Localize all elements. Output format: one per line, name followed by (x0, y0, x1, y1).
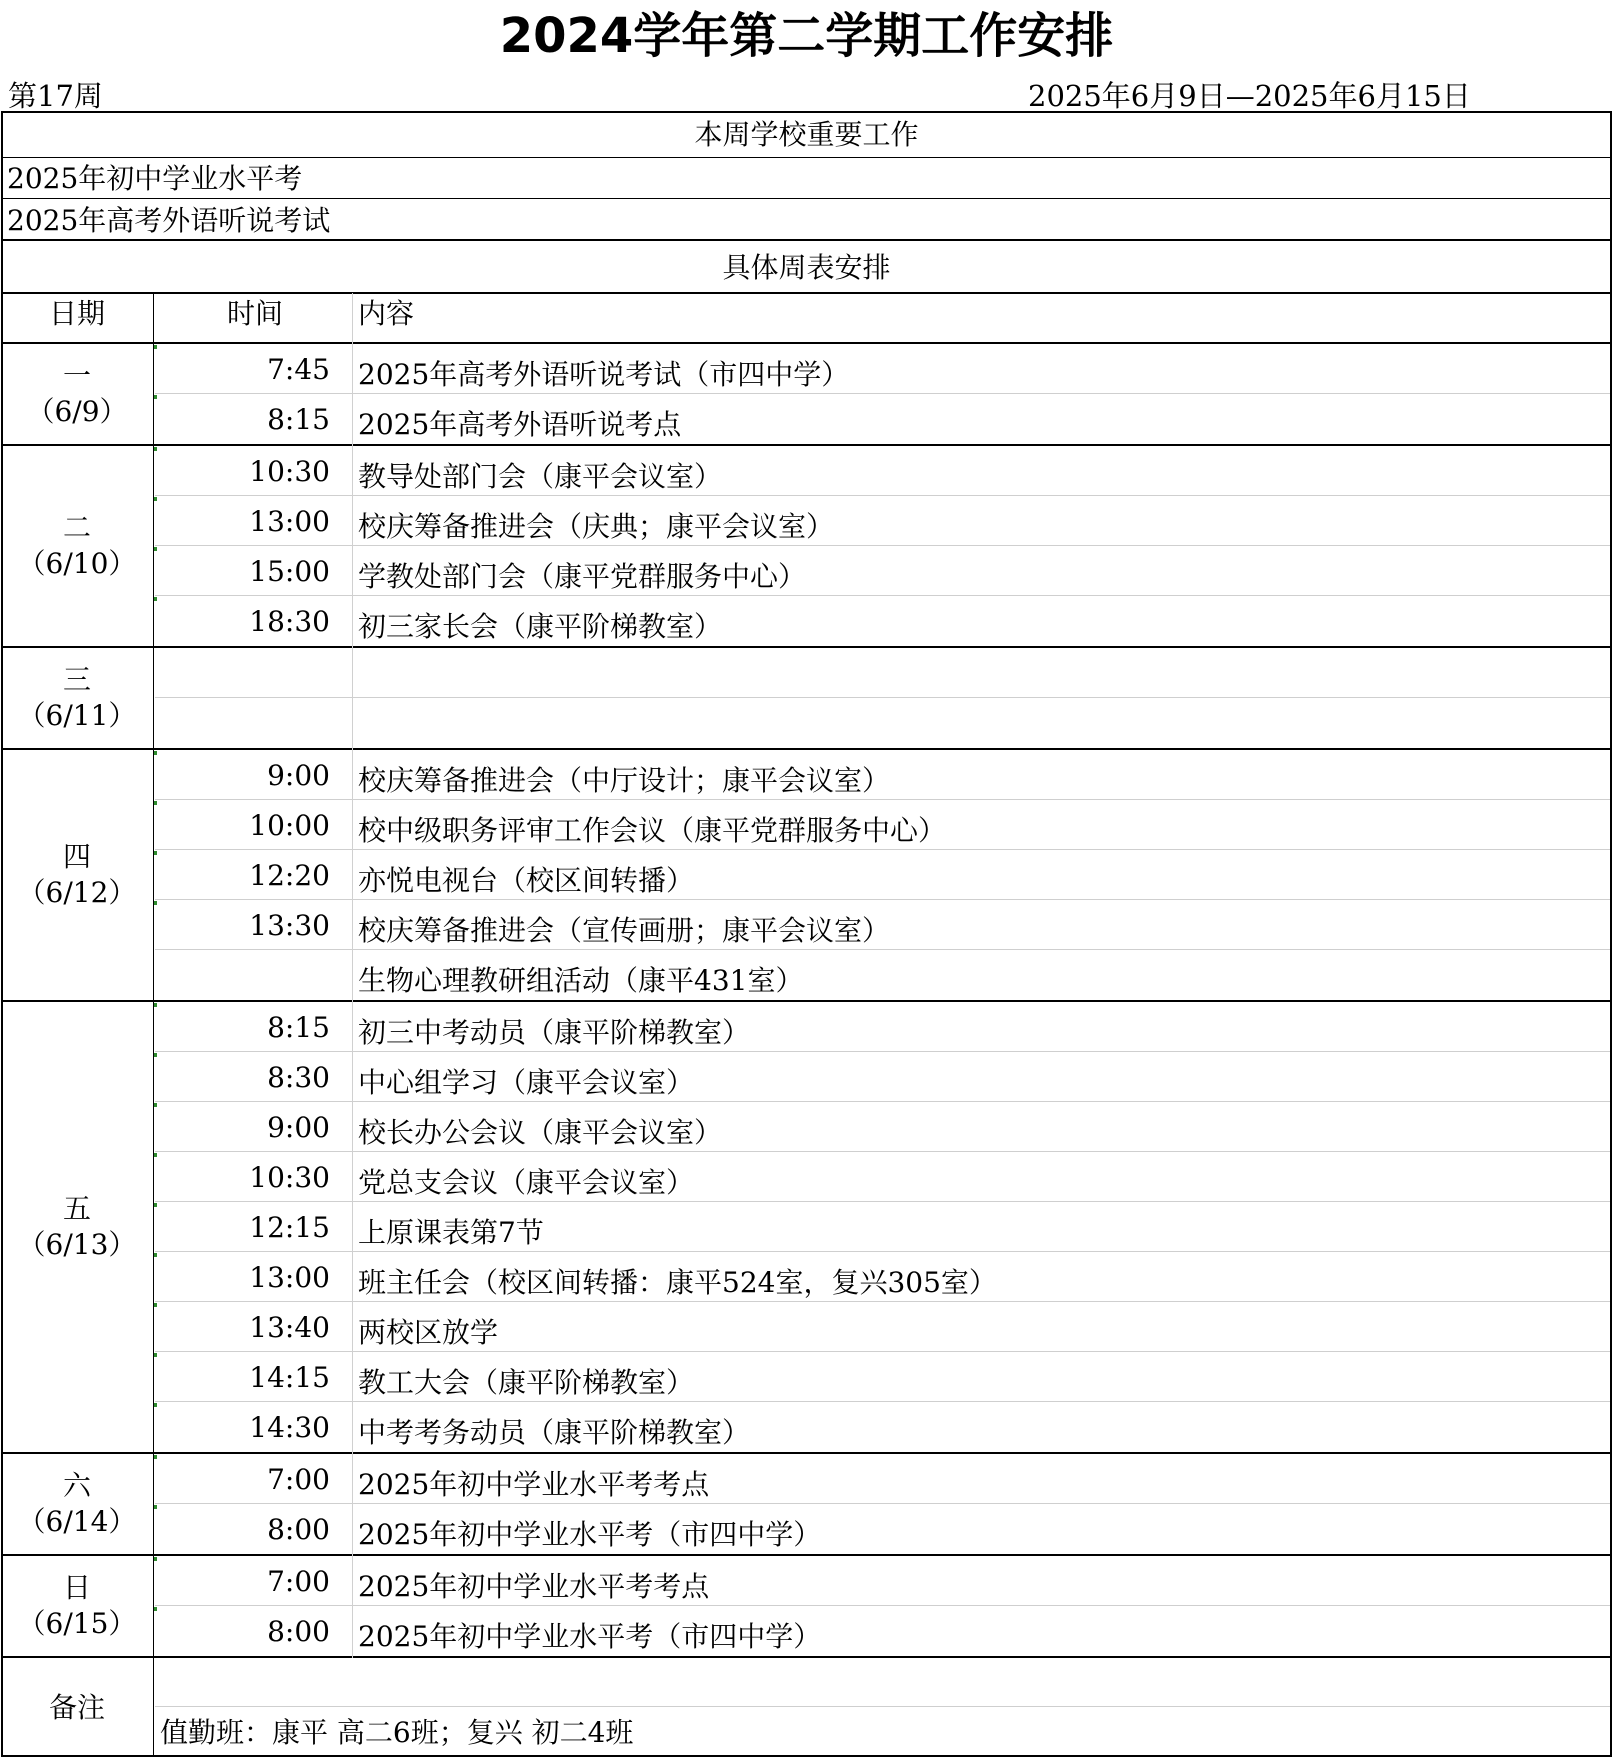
day-name: 一 (62, 359, 91, 392)
row-content: 亦悦电视台（校区间转播） (358, 864, 695, 897)
row-divider (155, 595, 1610, 596)
row-time: 18:30 (249, 605, 330, 638)
important-item: 2025年初中学业水平考 (7, 162, 303, 195)
page-title: 2024学年第二学期工作安排 (499, 8, 1114, 64)
day-date: （6/13） (17, 1228, 137, 1261)
day-divider (1, 1656, 1612, 1658)
day-name: 六 (62, 1469, 91, 1502)
day-name: 二 (62, 511, 91, 544)
row-time: 13:40 (249, 1311, 330, 1344)
row-divider (155, 1301, 1610, 1302)
row-time: 7:45 (267, 353, 330, 386)
row-time: 12:15 (249, 1211, 330, 1244)
day-label (2, 510, 152, 582)
row-divider (155, 849, 1610, 850)
day-date: （6/12） (17, 876, 137, 909)
row-time: 13:00 (249, 505, 330, 538)
day-divider (1, 1554, 1612, 1556)
row-time: 7:00 (267, 1463, 330, 1496)
day-name: 日 (62, 1571, 91, 1604)
row-content: 学教处部门会（康平党群服务中心） (358, 560, 807, 593)
row-time: 14:30 (249, 1411, 330, 1444)
row-divider (155, 1051, 1610, 1052)
row-time: 14:15 (249, 1361, 330, 1394)
row-divider (155, 949, 1610, 950)
day-date: （6/9） (26, 395, 128, 428)
day-date: （6/10） (17, 547, 137, 580)
row-content: 初三家长会（康平阶梯教室） (358, 610, 723, 643)
row-time: 8:30 (267, 1061, 330, 1094)
row-divider (155, 1201, 1610, 1202)
day-label (2, 1468, 152, 1540)
row-content: 生物心理教研组活动（康平431室） (358, 964, 804, 997)
row-time: 7:00 (267, 1565, 330, 1598)
date-range: 2025年6月9日—2025年6月15日 (1028, 79, 1471, 113)
row-time: 10:00 (249, 809, 330, 842)
day-label (2, 662, 152, 734)
row-content: 初三中考动员（康平阶梯教室） (358, 1016, 751, 1049)
important-item: 2025年高考外语听说考试 (7, 204, 331, 237)
schedule-header: 具体周表安排 (722, 251, 891, 284)
day-name: 三 (62, 663, 91, 696)
day-date: （6/11） (17, 699, 137, 732)
row-divider (155, 1401, 1610, 1402)
row-content: 2025年高考外语听说考点 (358, 408, 682, 441)
row-divider (155, 799, 1610, 800)
week-info-row (0, 70, 1613, 113)
row-content: 2025年初中学业水平考（市四中学） (358, 1518, 822, 1551)
col-header-date: 日期 (48, 297, 105, 330)
day-name: 五 (62, 1192, 91, 1225)
day-label (2, 1191, 152, 1263)
row-content: 上原课表第7节 (358, 1216, 544, 1249)
day-divider (1, 1452, 1612, 1454)
week-label: 第17周 (8, 79, 103, 113)
row-content: 中考考务动员（康平阶梯教室） (358, 1416, 751, 1449)
row-time: 9:00 (267, 1111, 330, 1144)
row-time: 8:00 (267, 1513, 330, 1546)
row-time: 8:15 (267, 403, 330, 436)
row-divider (155, 697, 1610, 698)
col-header-time: 时间 (226, 297, 283, 330)
day-divider (1, 646, 1612, 648)
day-label (2, 358, 152, 430)
row-content: 2025年高考外语听说考试（市四中学） (358, 358, 850, 391)
col-header-content: 内容 (358, 297, 415, 330)
row-content: 教工大会（康平阶梯教室） (358, 1366, 695, 1399)
notes-label: 备注 (48, 1691, 105, 1724)
row-time: 15:00 (249, 555, 330, 588)
row-content: 中心组学习（康平会议室） (358, 1066, 695, 1099)
important-header: 本周学校重要工作 (694, 118, 919, 151)
row-time: 8:00 (267, 1615, 330, 1648)
row-divider (155, 545, 1610, 546)
row-time: 10:30 (249, 1161, 330, 1194)
row-time: 10:30 (249, 455, 330, 488)
row-divider (155, 1605, 1610, 1606)
row-content: 班主任会（校区间转播：康平524室，复兴305室） (358, 1266, 997, 1299)
row-time: 9:00 (267, 759, 330, 792)
row-time: 13:30 (249, 909, 330, 942)
row-content: 校庆筹备推进会（中厅设计；康平会议室） (358, 764, 891, 797)
row-divider (155, 393, 1610, 394)
row-divider (155, 1351, 1610, 1352)
day-divider (1, 444, 1612, 446)
row-content: 两校区放学 (358, 1316, 499, 1349)
row-divider (155, 1101, 1610, 1102)
day-date: （6/15） (17, 1607, 137, 1640)
column-divider (352, 293, 353, 1658)
row-content: 2025年初中学业水平考考点 (358, 1468, 710, 1501)
row-content: 校长办公会议（康平会议室） (358, 1116, 723, 1149)
day-date: （6/14） (17, 1505, 137, 1538)
notes-text: 值勤班：康平 高二6班；复兴 初二4班 (160, 1716, 634, 1749)
day-label (2, 839, 152, 911)
day-divider (1, 748, 1612, 750)
row-divider (155, 1503, 1610, 1504)
row-content: 2025年初中学业水平考考点 (358, 1570, 710, 1603)
row-divider (155, 1251, 1610, 1252)
row-content: 校庆筹备推进会（宣传画册；康平会议室） (358, 914, 891, 947)
row-content: 校中级职务评审工作会议（康平党群服务中心） (358, 814, 947, 847)
row-divider (155, 495, 1610, 496)
row-content: 2025年初中学业水平考（市四中学） (358, 1620, 822, 1653)
row-content: 教导处部门会（康平会议室） (358, 460, 723, 493)
day-label (2, 1570, 152, 1642)
column-divider (153, 293, 154, 1757)
row-time: 13:00 (249, 1261, 330, 1294)
row-divider (155, 1151, 1610, 1152)
day-divider (1, 1000, 1612, 1002)
row-time: 12:20 (249, 859, 330, 892)
day-name: 四 (62, 840, 91, 873)
row-divider (155, 899, 1610, 900)
row-content: 校庆筹备推进会（庆典；康平会议室） (358, 510, 835, 543)
row-content: 党总支会议（康平会议室） (358, 1166, 695, 1199)
row-time: 8:15 (267, 1011, 330, 1044)
